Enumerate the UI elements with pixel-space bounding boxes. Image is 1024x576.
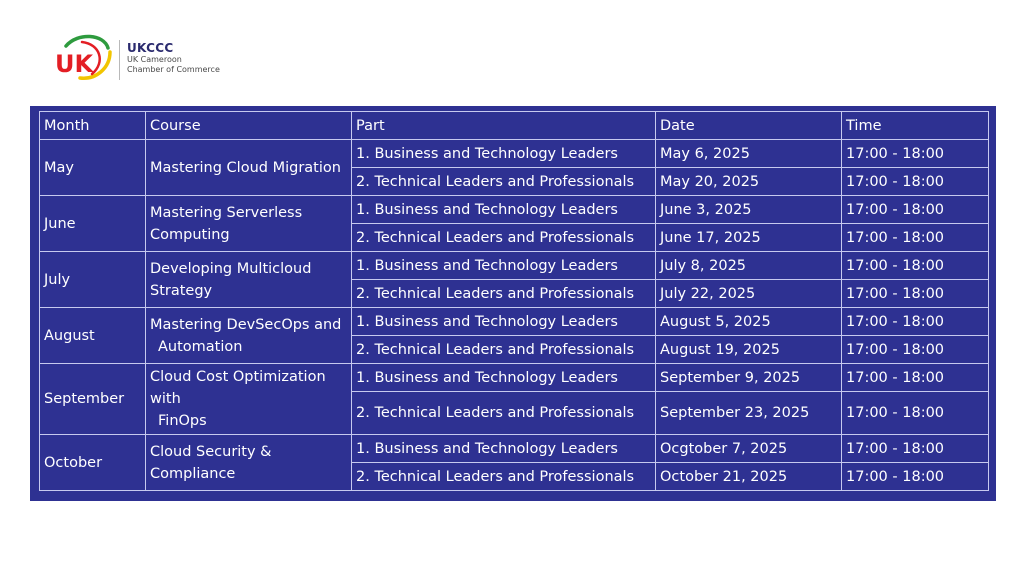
month-cell: May (40, 140, 146, 196)
table-row (40, 364, 989, 392)
part-cell: 2. Technical Leaders and Professionals (352, 168, 656, 196)
time-cell: 17:00 - 18:00 (842, 392, 989, 435)
time-cell: 17:00 - 18:00 (842, 435, 989, 463)
logo-subtitle-line2: Chamber of Commerce (127, 65, 220, 74)
date-cell: October 21, 2025 (656, 463, 842, 491)
course-line: Mastering Cloud Migration (150, 159, 341, 176)
course-line: Mastering Serverless (150, 204, 303, 221)
date-cell: June 3, 2025 (656, 196, 842, 224)
part-cell: 1. Business and Technology Leaders (352, 308, 656, 336)
table-row (40, 308, 989, 336)
date-cell: Ocgtober 7, 2025 (656, 435, 842, 463)
part-cell: 1. Business and Technology Leaders (352, 196, 656, 224)
schedule-panel (30, 106, 996, 501)
ukccc-logo (52, 34, 252, 90)
course-cell (146, 364, 352, 435)
header-part: Part (352, 112, 656, 140)
logo-divider (119, 40, 120, 80)
time-cell: 17:00 - 18:00 (842, 308, 989, 336)
schedule-table (39, 111, 989, 491)
course-cell (146, 435, 352, 491)
time-cell: 17:00 - 18:00 (842, 168, 989, 196)
date-cell: July 22, 2025 (656, 280, 842, 308)
part-cell: 2. Technical Leaders and Professionals (352, 224, 656, 252)
part-cell: 2. Technical Leaders and Professionals (352, 463, 656, 491)
part-cell: 2. Technical Leaders and Professionals (352, 336, 656, 364)
date-cell: September 23, 2025 (656, 392, 842, 435)
table-row (40, 435, 989, 463)
date-cell: May 20, 2025 (656, 168, 842, 196)
course-line: Developing Multicloud (150, 260, 312, 277)
course-line: Cloud Cost Optimization (150, 369, 326, 385)
course-line: Cloud Security & (150, 443, 272, 460)
time-cell: 17:00 - 18:00 (842, 140, 989, 168)
part-cell: 1. Business and Technology Leaders (352, 364, 656, 392)
course-cell (146, 252, 352, 308)
logo-title: UKCCC (127, 41, 174, 55)
part-cell: 2. Technical Leaders and Professionals (352, 392, 656, 435)
course-cell (146, 196, 352, 252)
part-cell: 1. Business and Technology Leaders (352, 435, 656, 463)
logo-mark-text: UK (55, 50, 94, 78)
date-cell: May 6, 2025 (656, 140, 842, 168)
time-cell: 17:00 - 18:00 (842, 336, 989, 364)
time-cell: 17:00 - 18:00 (842, 463, 989, 491)
course-line: Computing (150, 226, 230, 243)
time-cell: 17:00 - 18:00 (842, 280, 989, 308)
course-cell (146, 140, 352, 196)
part-cell: 2. Technical Leaders and Professionals (352, 280, 656, 308)
month-cell: September (40, 364, 146, 435)
logo-text (127, 41, 220, 75)
table-row (40, 252, 989, 280)
logo-subtitle-line1: UK Cameroon (127, 55, 182, 64)
date-cell: August 19, 2025 (656, 336, 842, 364)
date-cell: June 17, 2025 (656, 224, 842, 252)
header-date: Date (656, 112, 842, 140)
time-cell: 17:00 - 18:00 (842, 252, 989, 280)
header-month: Month (40, 112, 146, 140)
month-cell: October (40, 435, 146, 491)
part-cell: 1. Business and Technology Leaders (352, 252, 656, 280)
date-cell: August 5, 2025 (656, 308, 842, 336)
table-header-row (40, 112, 989, 140)
date-cell: September 9, 2025 (656, 364, 842, 392)
course-line: Automation (158, 338, 243, 355)
course-line: Strategy (150, 282, 213, 299)
course-line: Mastering DevSecOps and (150, 316, 342, 333)
table-row (40, 196, 989, 224)
course-cell (146, 308, 352, 364)
course-line: with (150, 391, 181, 407)
month-cell: July (40, 252, 146, 308)
ukccc-logo-mark (52, 34, 114, 86)
part-cell: 1. Business and Technology Leaders (352, 140, 656, 168)
table-row (40, 140, 989, 168)
course-line: FinOps (158, 413, 207, 429)
header-time: Time (842, 112, 989, 140)
date-cell: July 8, 2025 (656, 252, 842, 280)
time-cell: 17:00 - 18:00 (842, 196, 989, 224)
time-cell: 17:00 - 18:00 (842, 364, 989, 392)
month-cell: June (40, 196, 146, 252)
course-line: Compliance (150, 465, 236, 482)
header-course: Course (146, 112, 352, 140)
month-cell: August (40, 308, 146, 364)
time-cell: 17:00 - 18:00 (842, 224, 989, 252)
